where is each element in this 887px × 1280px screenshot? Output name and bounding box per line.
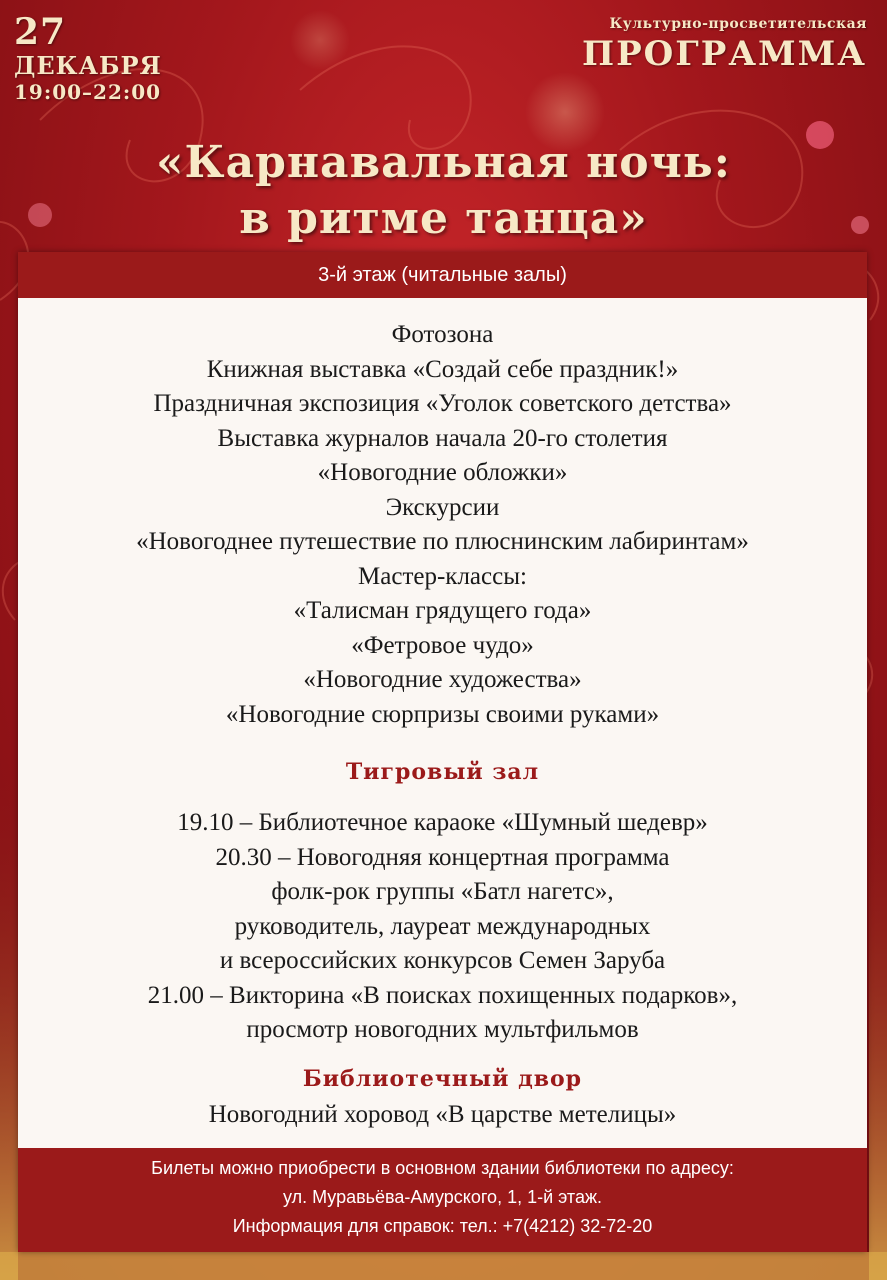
list-item: Экскурсии — [385, 493, 500, 521]
list-item: Мастер-классы: — [358, 562, 527, 590]
list-item: Праздничная экспозиция «Уголок советского детства» — [153, 390, 732, 417]
event-title-line-2: в ритме танца» — [239, 193, 648, 244]
event-title — [0, 135, 887, 247]
list-item: Выставка журналов начала 20-го столетия — [217, 424, 668, 452]
program-label — [582, 16, 867, 74]
list-item: 19.10 – Библиотечное караоке «Шумный шедевр» — [177, 809, 708, 836]
tiger-hall-schedule — [18, 806, 867, 1048]
floor-label: 3-й этаж (читальные залы) — [18, 252, 867, 298]
list-item: «Талисман грядущего года» — [293, 597, 592, 624]
list-item: «Новогодние сюрпризы своими руками» — [225, 700, 660, 728]
list-item: Фотозона — [391, 321, 494, 348]
library-yard-heading: Библиотечный двор — [302, 1066, 583, 1092]
list-item: фолк-рок группы «Батл нагетс», — [271, 878, 614, 905]
library-yard-schedule — [18, 1098, 867, 1133]
list-item: 20.30 – Новогодняя концертная программа — [215, 843, 670, 871]
tiger-hall-heading: Тигровый зал — [345, 759, 540, 785]
event-time: 19:00–22:00 — [14, 80, 162, 104]
program-card — [18, 252, 867, 1252]
list-item: и всероссийских конкурсов Семен Заруба — [219, 947, 666, 974]
ticket-info-line-1: Билеты можно приобрести в основном здании библиотеки по адресу: — [151, 1158, 734, 1178]
list-item: «Новогодние обложки» — [317, 459, 568, 486]
floor-activities — [18, 318, 867, 732]
list-item: 21.00 – Викторина «В поисках похищенных подарков», — [147, 981, 738, 1009]
date-day: 27 — [14, 11, 67, 53]
ticket-address: ул. Муравьёва-Амурского, 1, 1-й этаж. — [282, 1187, 603, 1207]
list-item: Книжная выставка «Создай себе праздник!» — [206, 355, 679, 383]
date-month: ДЕКАБРЯ — [14, 51, 162, 80]
contact-phone: Информация для справок: тел.: +7(4212) 32-72-20 — [232, 1216, 653, 1236]
list-item: «Новогоднее путешествие по плюснинским лабиринтам» — [136, 528, 749, 555]
event-date — [14, 11, 162, 104]
program-title: ПРОГРАММА — [582, 34, 867, 74]
list-item: Новогодний хоровод «В царстве метелицы» — [208, 1101, 677, 1128]
list-item: руководитель, лауреат международных — [234, 912, 651, 940]
ticket-info — [18, 1148, 867, 1252]
event-title-line-1: «Карнавальная ночь: — [156, 137, 731, 188]
list-item: «Фетровое чудо» — [351, 631, 534, 659]
list-item: «Новогодние художества» — [303, 666, 582, 693]
program-subtitle: Культурно-просветительская — [609, 16, 867, 32]
list-item: просмотр новогодних мультфильмов — [246, 1016, 639, 1043]
